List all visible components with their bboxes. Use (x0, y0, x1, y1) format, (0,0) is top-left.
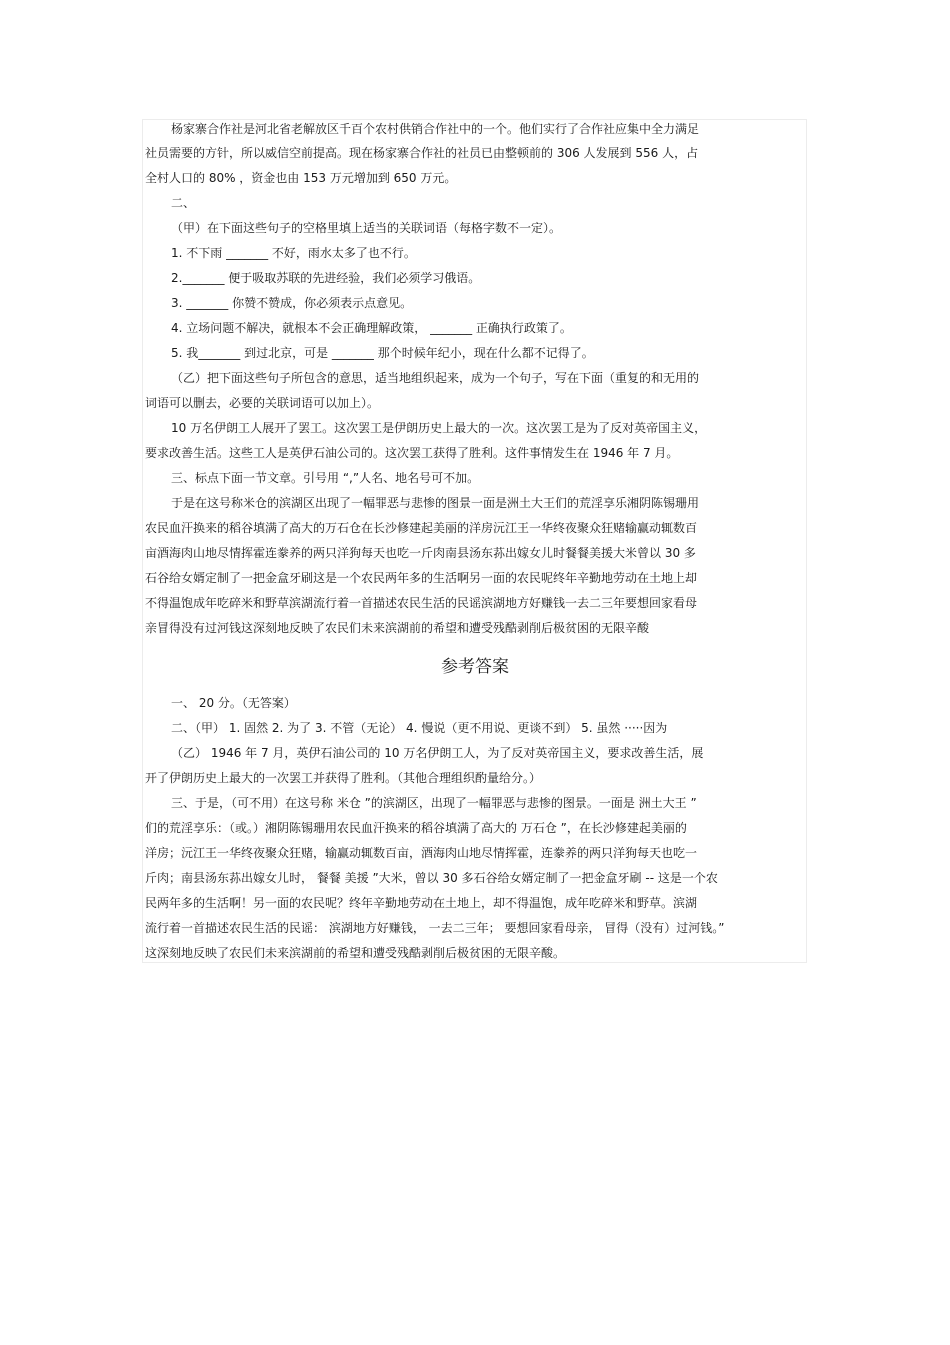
paragraph-line: 10 万名伊朗工人展开了罢工。这次罢工是伊朗历史上最大的一次。这次罢工是为了反对英帝国主义， (171, 421, 707, 435)
question-item: 5. 我_______ 到过北京，可是 _______ 那个时候年纪小，现在什么都不记得了。 (171, 346, 594, 360)
answer-line: 洋房；沅江王一华终夜聚众狂赌，输赢动辄数百亩，酒海肉山地尽情挥霍，连豢养的两只洋狗每天也吃一 (145, 846, 698, 860)
answer-line: 一、 20 分。（无答案） (171, 696, 296, 710)
instruction-line: （乙）把下面这些句子所包含的意思，适当地组织起来，成为一个句子，写在下面（重复的和无用的 (171, 371, 700, 385)
paragraph-line: 不得温饱成年吃碎米和野草滨湖流行着一首描述农民生活的民谣滨湖地方好赚钱一去二三年要想回家看母 (145, 596, 698, 610)
question-item: 4. 立场问题不解决，就根本不会正确理解政策， _______ 正确执行政策了。 (171, 321, 572, 335)
instruction-line: 词语可以删去，必要的关联词语可以加上）。 (145, 396, 380, 410)
answer-line: 开了伊朗历史上最大的一次罢工并获得了胜利。（其他合理组织酌量给分。） (145, 771, 542, 785)
answers-title: 参考答案 (441, 657, 509, 677)
paragraph-line: 要求改善生活。这些工人是英伊石油公司的。这次罢工获得了胜利。这件事情发生在 1946 年 7 月。 (145, 446, 679, 460)
paragraph-line: 石谷给女婿定制了一把金盒牙刷这是一个农民两年多的生活啊另一面的农民呢终年辛勤地劳动在土地上却 (145, 571, 698, 585)
answer-line: 斤肉；南县汤东荪出嫁女儿时， 餐餐 美援 ”大米，曾以 30 多石谷给女婿定制了一把金盒牙刷 -- 这是一个农 (145, 871, 718, 885)
paragraph-line: 杨家寨合作社是河北省老解放区千百个农村供销合作社中的一个。他们实行了合作社应集中全力满足 (171, 122, 700, 136)
answer-line: 们的荒淫享乐：（或。）湘阴陈锡珊用农民血汗换来的稻谷填满了高大的 万石仓 ”，在长沙修建起美丽的 (145, 821, 687, 835)
question-item: 3. _______ 你赞不赞成，你必须表示点意见。 (171, 296, 413, 310)
answer-line: 三、于是，（可不用）在这号称 米仓 ”的滨湖区，出现了一幅罪恶与悲惨的图景。一面是 洲土大王 ” (171, 796, 697, 810)
paragraph-line: 社员需要的方针，所以威信空前提高。现在杨家寨合作社的社员已由整顿前的 306 人发展到 556 人，占 (145, 146, 699, 160)
answer-line: 民两年多的生活啊！另一面的农民呢？终年辛勤地劳动在土地上，却不得温饱，成年吃碎米和野草。滨湖 (145, 896, 698, 910)
answer-line: 这深刻地反映了农民们未来滨湖前的希望和遭受残酷剥削后极贫困的无限辛酸。 (145, 946, 566, 960)
instruction-line: （甲）在下面这些句子的空格里填上适当的关联词语（每格字数不一定）。 (171, 221, 562, 235)
question-item: 1. 不下雨 _______ 不好，雨水太多了也不行。 (171, 246, 416, 260)
paragraph-line: 亩酒海肉山地尽情挥霍连豢养的两只洋狗每天也吃一斤肉南县汤东荪出嫁女儿时餐餐美援大米曾以 30 多 (145, 546, 696, 560)
paragraph-line: 于是在这号称米仓的滨湖区出现了一幅罪恶与悲惨的图景一面是洲土大王们的荒淫享乐湘阴陈锡珊用 (171, 496, 700, 510)
paragraph-line: 亲冒得没有过河钱这深刻地反映了农民们未来滨湖前的希望和遭受残酷剥削后极贫困的无限辛酸 (145, 621, 650, 635)
answer-line: 二、（甲） 1. 固然 2. 为了 3. 不管（无论） 4. 慢说（更不用说、更谈不到） 5. 虽然 ·····因为 (171, 721, 668, 735)
answer-line: 流行着一首描述农民生活的民谣： 滨湖地方好赚钱， 一去二三年； 要想回家看母亲， 冒得（没有）过河钱。” (145, 921, 725, 935)
section-heading: 二、 (171, 196, 196, 210)
answer-line: （乙） 1946 年 7 月，英伊石油公司的 10 万名伊朗工人，为了反对英帝国主义，要求改善生活，展 (171, 746, 704, 760)
paragraph-line: 农民血汗换来的稻谷填满了高大的万石仓在长沙修建起美丽的洋房沅江王一华终夜聚众狂赌输赢动辄数百 (145, 521, 698, 535)
section-heading: 三、标点下面一节文章。引号用 “,”人名、地名号可不加。 (171, 471, 480, 485)
question-item: 2._______ 便于吸取苏联的先进经验，我们必须学习俄语。 (171, 271, 481, 285)
paragraph-line: 全村人口的 80% ，资金也由 153 万元增加到 650 万元。 (145, 171, 457, 185)
